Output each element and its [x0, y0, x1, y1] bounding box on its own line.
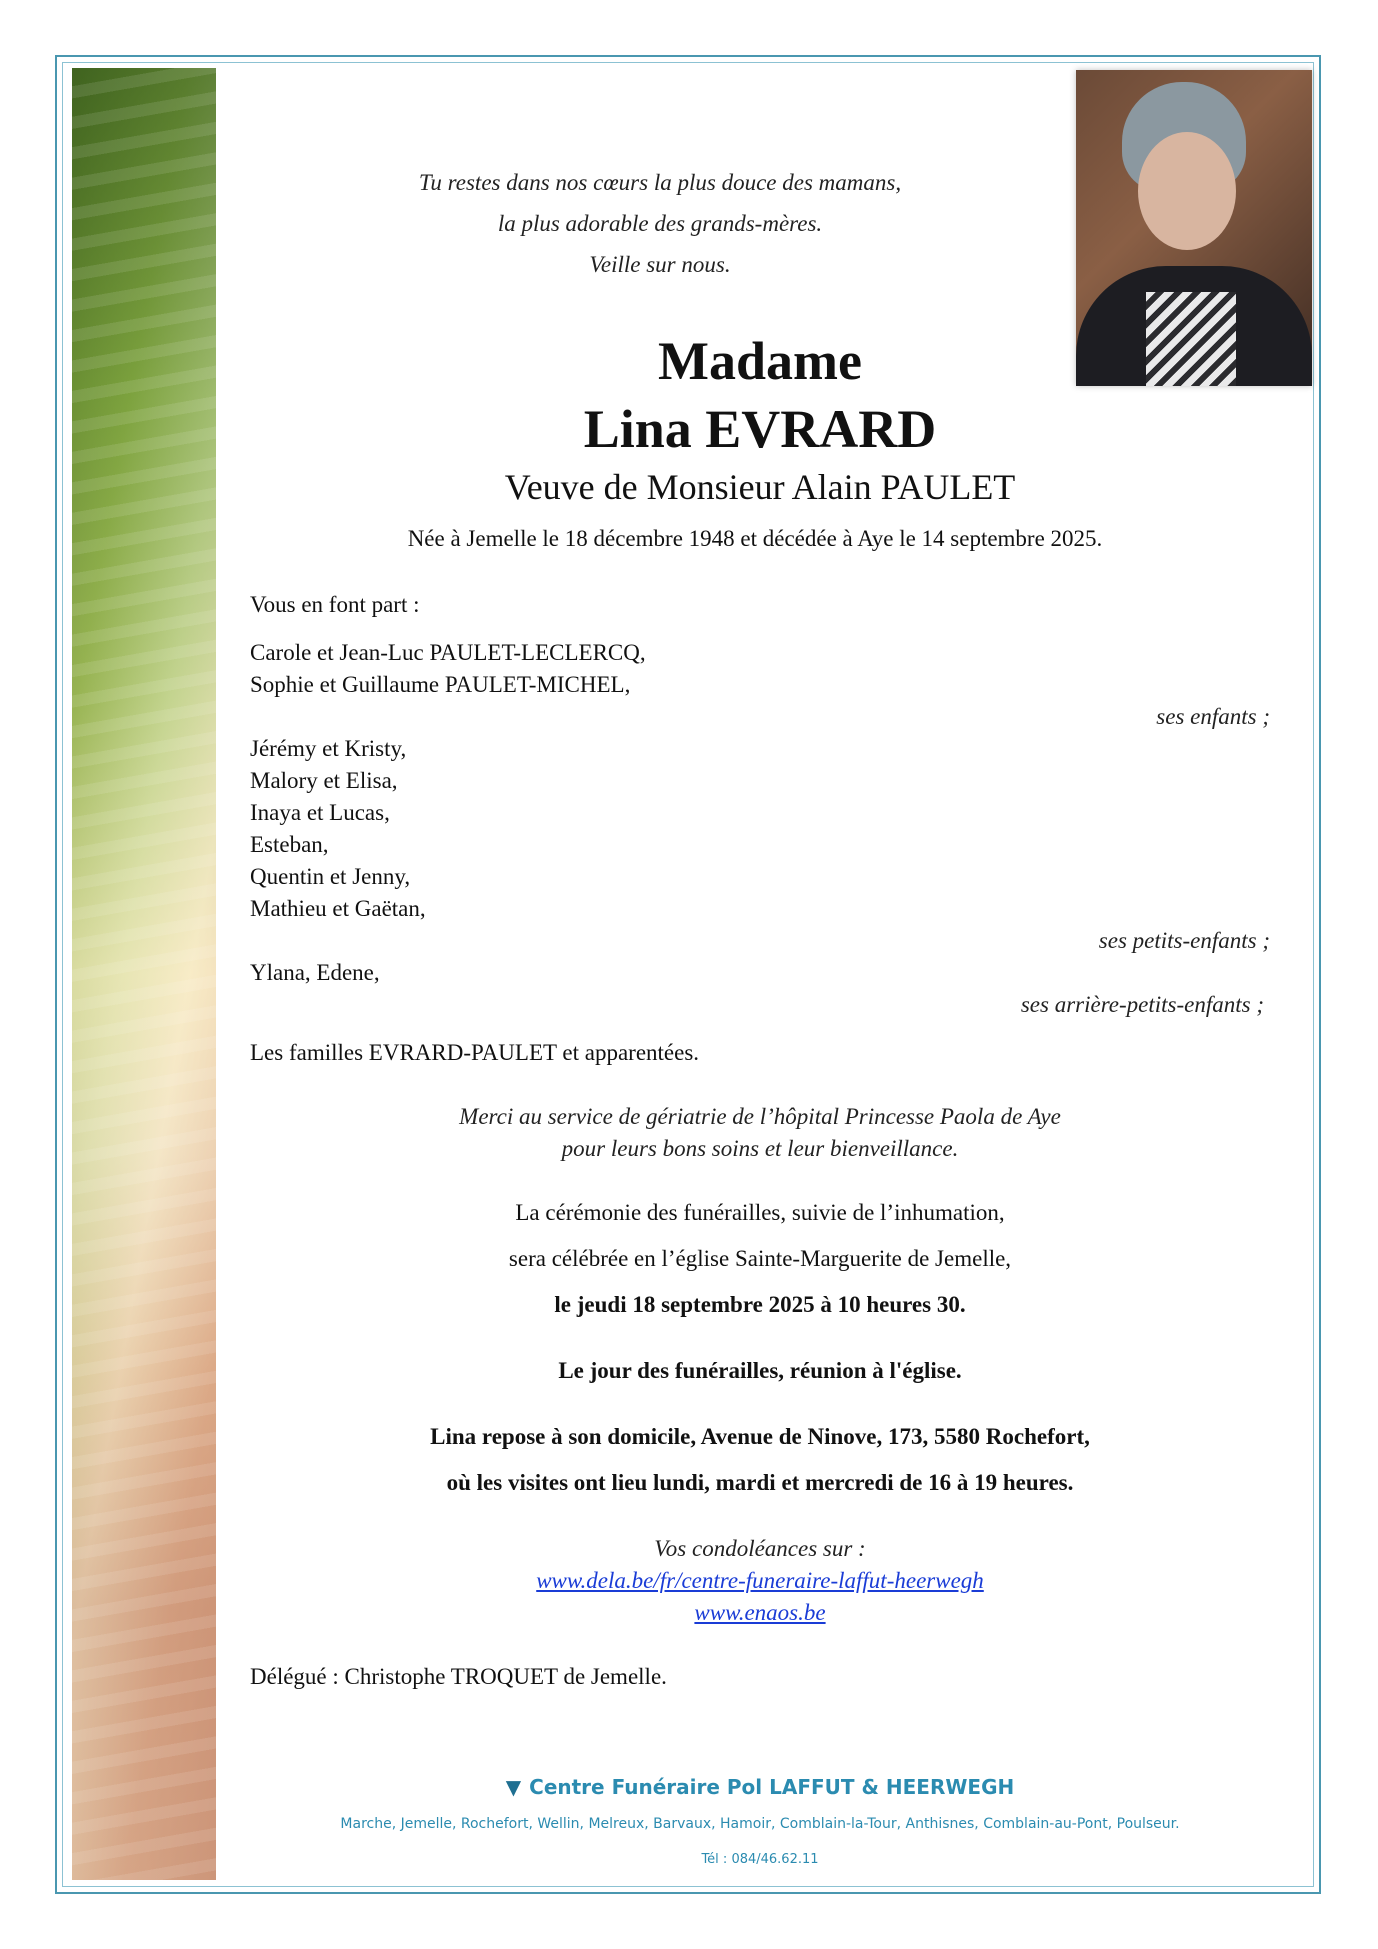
epitaph-line-2: la plus adorable des grands-mères.	[497, 211, 823, 236]
portrait-striped-shirt	[1146, 292, 1236, 386]
condolences-label: Vos condoléances sur :	[654, 1536, 866, 1561]
announcement-intro: Vous en font part :	[250, 592, 420, 617]
grandchild-line-4: Esteban,	[250, 832, 329, 857]
condolences-link-dela[interactable]: www.dela.be/fr/centre-funeraire-laffut-heerwegh	[536, 1568, 984, 1593]
grandchild-line-3: Inaya et Lucas,	[250, 800, 390, 825]
honorific: Madame	[658, 331, 862, 391]
funeral-home-name	[300, 1775, 1220, 1799]
deceased-portrait	[1076, 70, 1312, 386]
families-line: Les familles EVRARD-PAULET et apparentées.	[250, 1040, 700, 1065]
thanks-line-2: pour leurs bons soins et leur bienveillance.	[561, 1136, 959, 1161]
child-line-1: Carole et Jean-Luc PAULET-LECLERCQ,	[250, 640, 646, 665]
grandchild-line-6: Mathieu et Gaëtan,	[250, 896, 426, 921]
visits-line-1: Lina repose à son domicile, Avenue de Ninove, 173, 5580 Rochefort,	[430, 1424, 1090, 1449]
portrait-face	[1138, 132, 1236, 250]
deceased-name: Lina EVRARD	[583, 399, 937, 459]
epitaph-line-3: Veille sur nous.	[589, 252, 731, 277]
grandchild-line-1: Jérémy et Kristy,	[250, 736, 407, 761]
grandchildren-label: ses petits-enfants ;	[1098, 928, 1270, 953]
grandchild-line-2: Malory et Elisa,	[250, 768, 398, 793]
ceremony-date-time: le jeudi 18 septembre 2025 à 10 heures 30.	[554, 1292, 966, 1317]
meeting-note: Le jour des funérailles, réunion à l'église.	[558, 1358, 962, 1383]
visits-line-2: où les visites ont lieu lundi, mardi et mercredi de 16 à 19 heures.	[446, 1470, 1074, 1495]
delegate-line: Délégué : Christophe TROQUET de Jemelle.	[250, 1664, 667, 1689]
condolences-link-enaos[interactable]: www.enaos.be	[694, 1600, 826, 1625]
forest-path-image	[72, 68, 216, 1880]
birth-death-dates: Née à Jemelle le 18 décembre 1948 et décédée à Aye le 14 septembre 2025.	[407, 526, 1103, 551]
children-label: ses enfants ;	[1156, 704, 1270, 729]
great-grandchildren: Ylana, Edene,	[250, 960, 380, 985]
epitaph-line-1: Tu restes dans nos cœurs la plus douce des mamans,	[418, 170, 902, 195]
child-line-2: Sophie et Guillaume PAULET-MICHEL,	[250, 672, 631, 697]
ceremony-line-2: sera célébrée en l’église Sainte-Marguerite de Jemelle,	[508, 1246, 1012, 1271]
triangle-down-icon: ▼	[505, 1775, 522, 1799]
grandchild-line-5: Quentin et Jenny,	[250, 864, 411, 889]
ceremony-line-1: La cérémonie des funérailles, suivie de l’inhumation,	[515, 1200, 1005, 1225]
funeral-home-label: Centre Funéraire Pol LAFFUT & HEERWEGH	[529, 1775, 1015, 1799]
funeral-home-phone: Tél : 084/46.62.11	[701, 1852, 819, 1867]
thanks-line-1: Merci au service de gériatrie de l’hôpital Princesse Paola de Aye	[459, 1104, 1061, 1129]
spouse-line: Veuve de Monsieur Alain PAULET	[504, 467, 1016, 507]
great-grandchildren-label: ses arrière-petits-enfants ;	[1020, 992, 1264, 1017]
funeral-home-locations: Marche, Jemelle, Rochefort, Wellin, Melreux, Barvaux, Hamoir, Comblain-la-Tour, Anthisnes, Comblain-au-Pont, Poulseur.	[340, 1816, 1180, 1832]
